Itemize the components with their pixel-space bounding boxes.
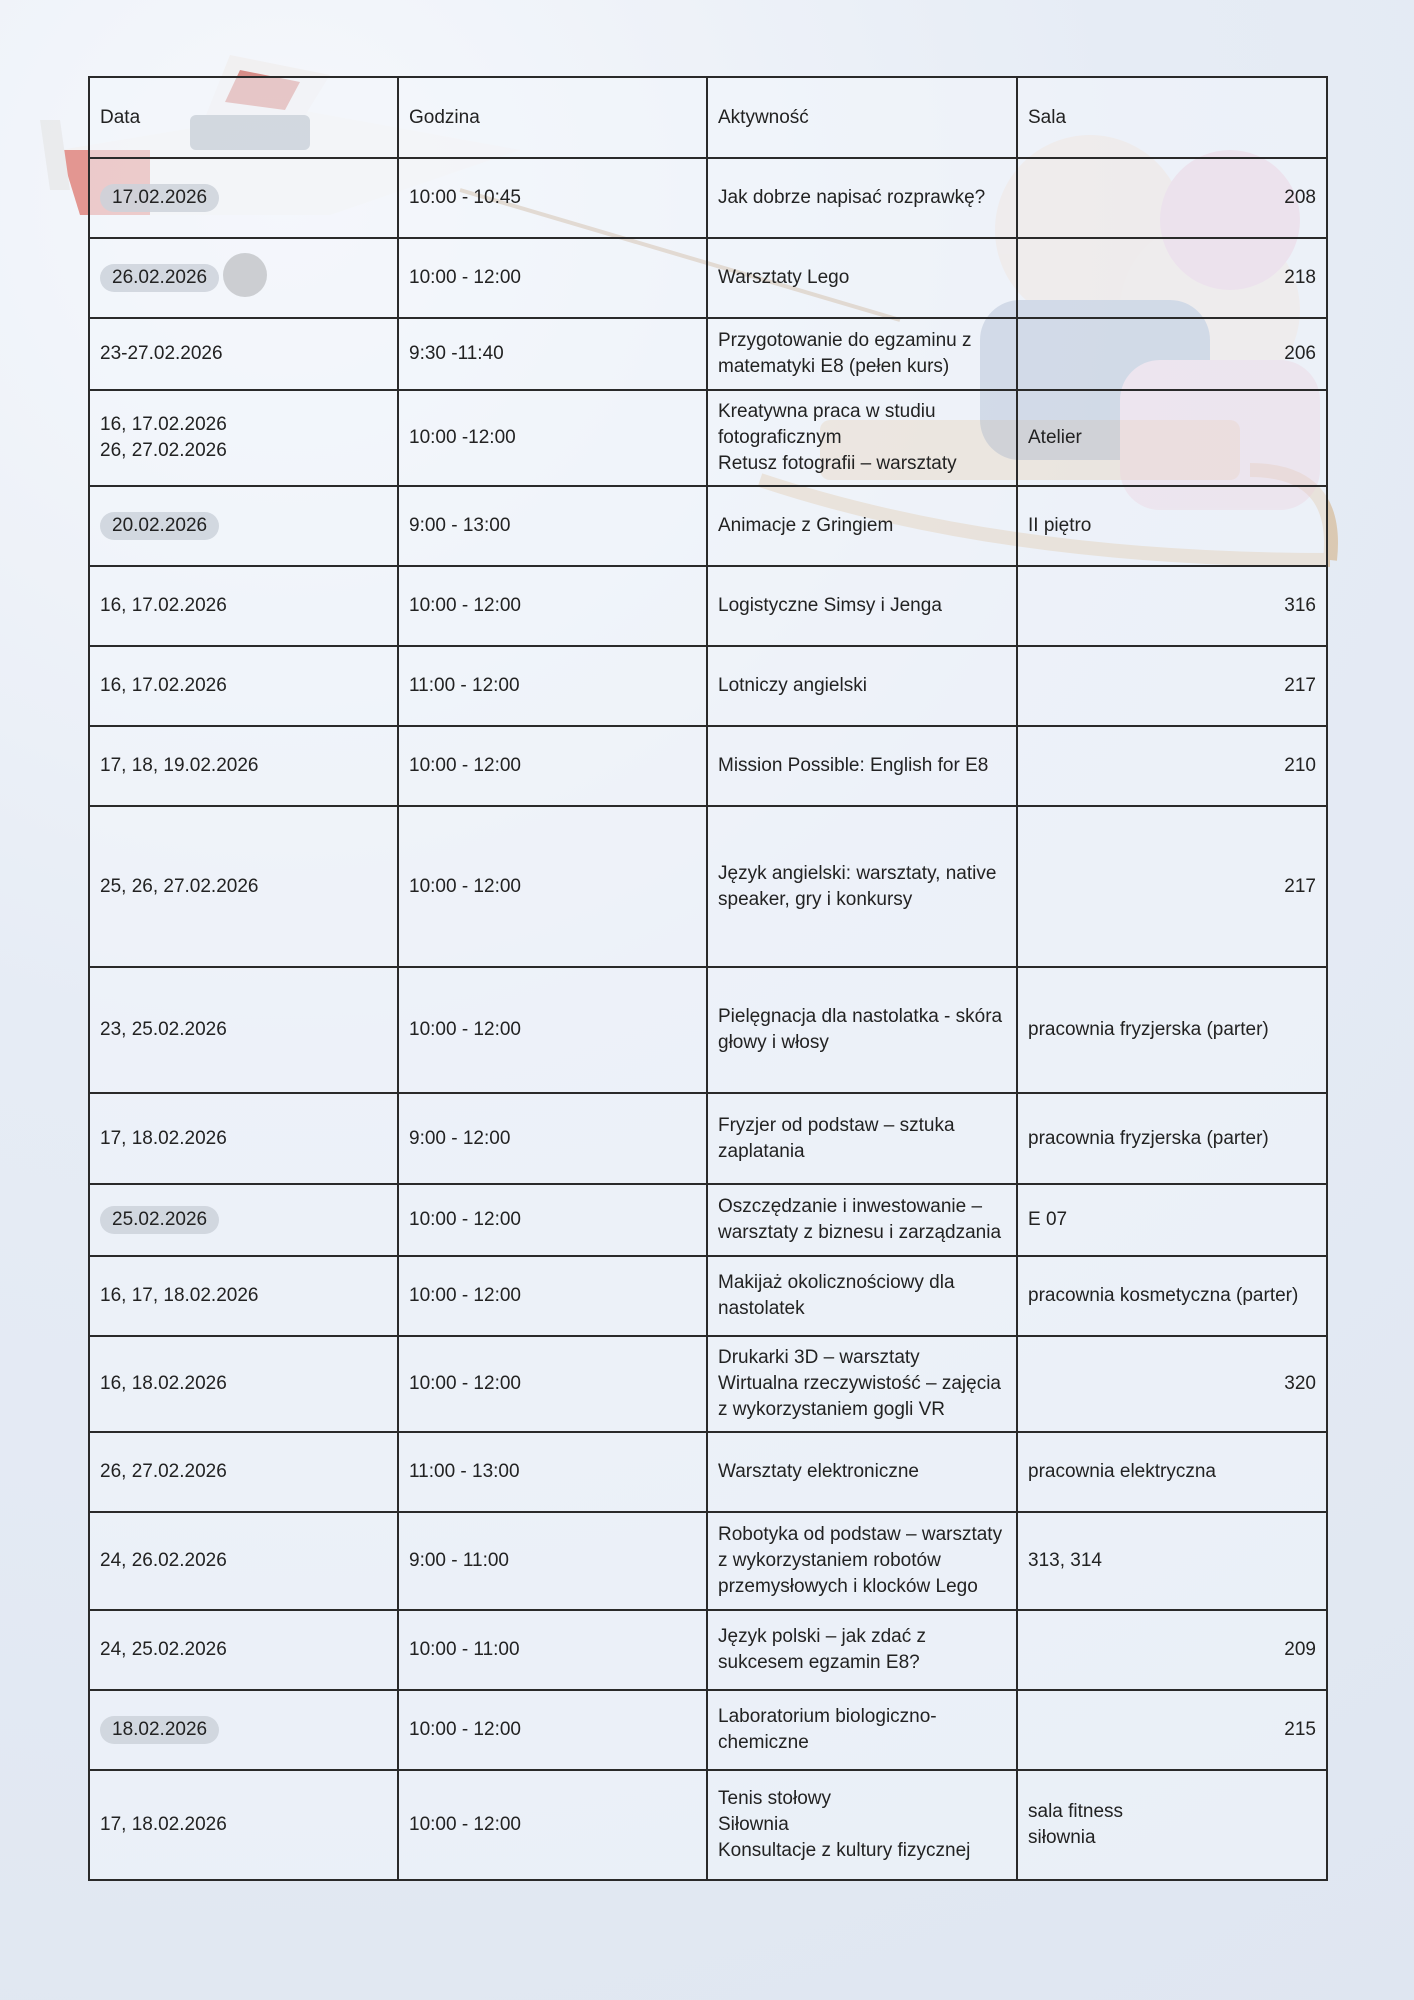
table-row xyxy=(89,238,1327,318)
date-cell: 23, 25.02.2026 xyxy=(89,967,398,1093)
room-cell: 208 xyxy=(1017,158,1327,238)
date-cell: 17, 18.02.2026 xyxy=(89,1093,398,1184)
date-cell xyxy=(89,1184,398,1256)
date-cell xyxy=(89,486,398,566)
table-row xyxy=(89,390,1327,486)
activity-cell: Fryzjer od podstaw – sztuka zaplatania xyxy=(707,1093,1017,1184)
room-cell: pracownia fryzjerska (parter) xyxy=(1017,1093,1327,1184)
date-cell: 17, 18, 19.02.2026 xyxy=(89,726,398,806)
activity-cell: Drukarki 3D – warsztaty Wirtualna rzeczywistość – zajęcia z wykorzystaniem gogli VR xyxy=(707,1336,1017,1432)
room-cell: pracownia fryzjerska (parter) xyxy=(1017,967,1327,1093)
table-row xyxy=(89,1610,1327,1690)
time-cell: 9:00 - 11:00 xyxy=(398,1512,707,1610)
date-cell: 26, 27.02.2026 xyxy=(89,1432,398,1512)
room-cell: 218 xyxy=(1017,238,1327,318)
date-cell: 23-27.02.2026 xyxy=(89,318,398,390)
date-badge: 20.02.2026 xyxy=(100,512,219,540)
table-row xyxy=(89,318,1327,390)
time-cell: 9:30 -11:40 xyxy=(398,318,707,390)
activity-cell: Pielęgnacja dla nastolatka - skóra głowy i włosy xyxy=(707,967,1017,1093)
time-cell: 10:00 - 12:00 xyxy=(398,806,707,967)
room-cell: 313, 314 xyxy=(1017,1512,1327,1610)
time-cell: 9:00 - 13:00 xyxy=(398,486,707,566)
table-row xyxy=(89,806,1327,967)
date-cell: 24, 25.02.2026 xyxy=(89,1610,398,1690)
activity-cell: Tenis stołowy Siłownia Konsultacje z kultury fizycznej xyxy=(707,1770,1017,1880)
time-cell: 10:00 - 12:00 xyxy=(398,726,707,806)
table-row xyxy=(89,1256,1327,1336)
header-time: Godzina xyxy=(398,77,707,158)
room-cell: 217 xyxy=(1017,806,1327,967)
date-cell: 25, 26, 27.02.2026 xyxy=(89,806,398,967)
time-cell: 9:00 - 12:00 xyxy=(398,1093,707,1184)
activity-cell: Robotyka od podstaw – warsztaty z wykorzystaniem robotów przemysłowych i klocków Lego xyxy=(707,1512,1017,1610)
activity-cell: Kreatywna praca w studiu fotograficznym Retusz fotografii – warsztaty xyxy=(707,390,1017,486)
room-cell: pracownia elektryczna xyxy=(1017,1432,1327,1512)
activity-cell: Warsztaty elektroniczne xyxy=(707,1432,1017,1512)
date-cell xyxy=(89,1690,398,1770)
table-row xyxy=(89,646,1327,726)
time-cell: 10:00 - 12:00 xyxy=(398,1184,707,1256)
date-badge: 17.02.2026 xyxy=(100,184,219,212)
table-row xyxy=(89,1432,1327,1512)
room-cell: pracownia kosmetyczna (parter) xyxy=(1017,1256,1327,1336)
time-cell: 10:00 - 11:00 xyxy=(398,1610,707,1690)
time-cell: 11:00 - 12:00 xyxy=(398,646,707,726)
time-cell: 10:00 - 12:00 xyxy=(398,967,707,1093)
time-cell: 10:00 - 10:45 xyxy=(398,158,707,238)
table-row xyxy=(89,1093,1327,1184)
activity-cell: Animacje z Gringiem xyxy=(707,486,1017,566)
table-header-row xyxy=(89,77,1327,158)
time-cell: 10:00 - 12:00 xyxy=(398,1770,707,1880)
room-cell: 206 xyxy=(1017,318,1327,390)
room-cell: 209 xyxy=(1017,1610,1327,1690)
table-row xyxy=(89,1336,1327,1432)
date-cell xyxy=(89,158,398,238)
table-row xyxy=(89,566,1327,646)
activity-cell: Język polski – jak zdać z sukcesem egzamin E8? xyxy=(707,1610,1017,1690)
activity-cell: Lotniczy angielski xyxy=(707,646,1017,726)
date-cell: 16, 17.02.2026 26, 27.02.2026 xyxy=(89,390,398,486)
room-cell: 316 xyxy=(1017,566,1327,646)
table-row xyxy=(89,967,1327,1093)
room-cell: Atelier xyxy=(1017,390,1327,486)
activity-cell: Makijaż okolicznościowy dla nastolatek xyxy=(707,1256,1017,1336)
header-date: Data xyxy=(89,77,398,158)
date-cell: 16, 17, 18.02.2026 xyxy=(89,1256,398,1336)
activity-cell: Laboratorium biologiczno-chemiczne xyxy=(707,1690,1017,1770)
activity-cell: Przygotowanie do egzaminu z matematyki E8 (pełen kurs) xyxy=(707,318,1017,390)
date-badge: 26.02.2026 xyxy=(100,264,219,292)
time-cell: 10:00 - 12:00 xyxy=(398,1256,707,1336)
time-cell: 11:00 - 13:00 xyxy=(398,1432,707,1512)
header-activity: Aktywność xyxy=(707,77,1017,158)
activity-cell: Oszczędzanie i inwestowanie – warsztaty z biznesu i zarządzania xyxy=(707,1184,1017,1256)
time-cell: 10:00 -12:00 xyxy=(398,390,707,486)
date-cell xyxy=(89,238,398,318)
room-cell: 320 xyxy=(1017,1336,1327,1432)
schedule-table xyxy=(88,76,1328,1881)
date-cell: 16, 18.02.2026 xyxy=(89,1336,398,1432)
date-cell: 16, 17.02.2026 xyxy=(89,646,398,726)
room-cell: E 07 xyxy=(1017,1184,1327,1256)
time-cell: 10:00 - 12:00 xyxy=(398,1336,707,1432)
room-cell: II piętro xyxy=(1017,486,1327,566)
header-room: Sala xyxy=(1017,77,1327,158)
table-row xyxy=(89,1184,1327,1256)
time-cell: 10:00 - 12:00 xyxy=(398,1690,707,1770)
table-row xyxy=(89,726,1327,806)
activity-cell: Mission Possible: English for E8 xyxy=(707,726,1017,806)
room-cell: 215 xyxy=(1017,1690,1327,1770)
activity-cell: Jak dobrze napisać rozprawkę? xyxy=(707,158,1017,238)
room-cell: sala fitness siłownia xyxy=(1017,1770,1327,1880)
activity-cell: Warsztaty Lego xyxy=(707,238,1017,318)
date-cell: 17, 18.02.2026 xyxy=(89,1770,398,1880)
time-cell: 10:00 - 12:00 xyxy=(398,566,707,646)
room-cell: 217 xyxy=(1017,646,1327,726)
date-cell: 24, 26.02.2026 xyxy=(89,1512,398,1610)
table-row xyxy=(89,486,1327,566)
date-badge: 25.02.2026 xyxy=(100,1206,219,1234)
table-row xyxy=(89,1512,1327,1610)
room-cell: 210 xyxy=(1017,726,1327,806)
table-row xyxy=(89,158,1327,238)
table-row xyxy=(89,1770,1327,1880)
activity-cell: Język angielski: warsztaty, native speaker, gry i konkursy xyxy=(707,806,1017,967)
date-badge: 18.02.2026 xyxy=(100,1716,219,1744)
table-row xyxy=(89,1690,1327,1770)
date-cell: 16, 17.02.2026 xyxy=(89,566,398,646)
activity-cell: Logistyczne Simsy i Jenga xyxy=(707,566,1017,646)
time-cell: 10:00 - 12:00 xyxy=(398,238,707,318)
